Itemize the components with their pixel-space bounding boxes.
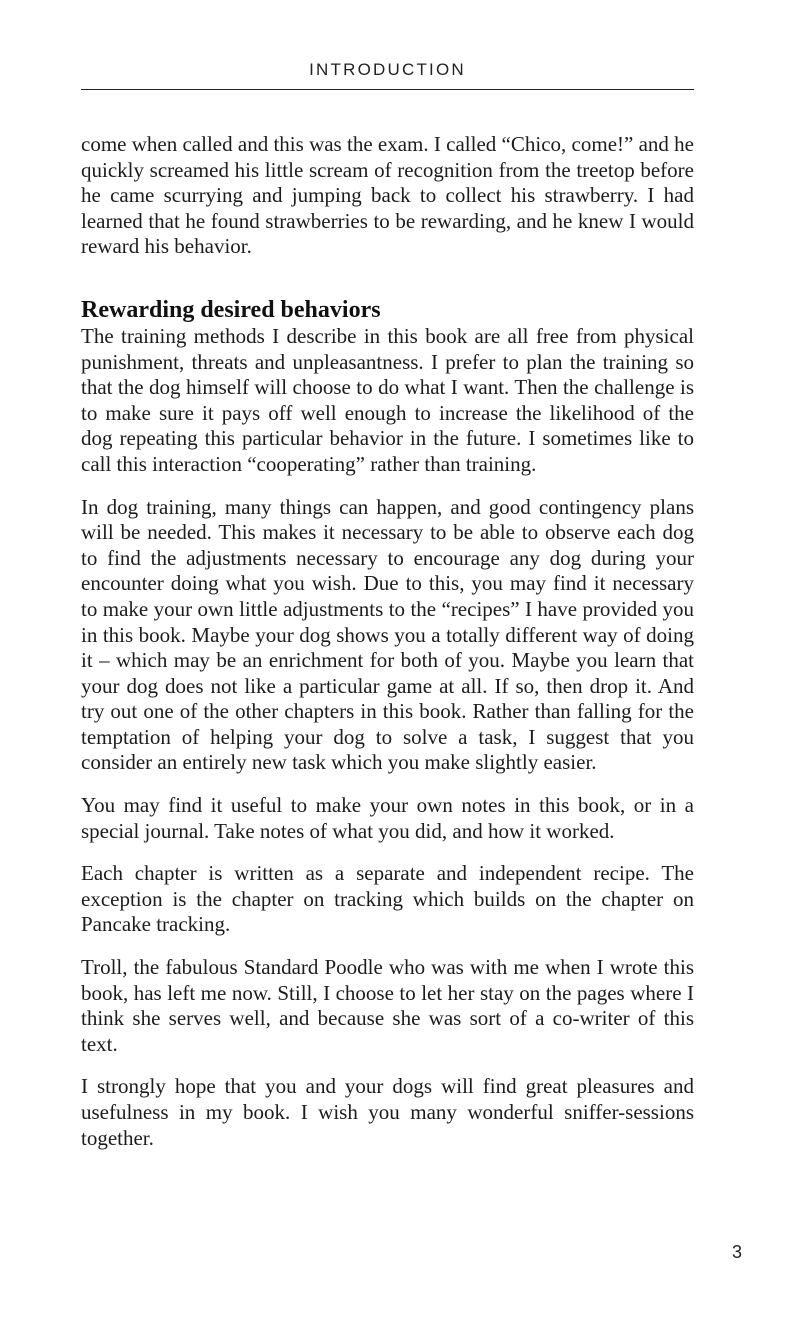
page-number: 3 <box>731 1242 742 1262</box>
body-text <box>81 132 694 1168</box>
paragraph-5: Troll, the fabulous Standard Poodle who was with me when I wrote this book, has left me now. Still, I choose to let her stay on the pages where I think she serves well, and because she was sort of a co-writer of this text. <box>81 955 694 1056</box>
paragraph-2: In dog training, many things can happen, and good contingency plans will be needed. This makes it necessary to be able to observe each dog to find the adjustments necessary to encourage any dog during your encounter doing what you wish. Due to this, you may find it necessary to make your own little adjustments to the “recipes” I have provided you in this book. Maybe your dog shows you a totally different way of doing it – which may be an enrichment for both of you. Maybe you learn that your dog does not like a particular game at all. If so, then drop it. And try out one of the other chapters in this book. Rather than falling for the temptation of helping your dog to solve a task, I suggest that you consider an entirely new task which you make slightly easier. <box>81 494 694 775</box>
header-rule <box>81 89 694 90</box>
section-heading: Rewarding desired behaviors <box>81 296 381 323</box>
paragraph-6: I strongly hope that you and your dogs will find great pleasures and usefulness in my book. I wish you many wonderful sniffer-sessions together. <box>81 1074 694 1150</box>
paragraph-4: Each chapter is written as a separate and independent recipe. The exception is the chapter on tracking which builds on the chapter on Pancake tracking. <box>81 861 694 937</box>
paragraph-1: The training methods I describe in this book are all free from physical punishment, threats and unpleasantness. I prefer to plan the training so that the dog himself will choose to do what I want. Then the challenge is to make sure it pays off well enough to increase the likelihood of the dog repeating this particular behavior in the future. I sometimes like to call this interaction “cooperating” rather than training. <box>81 323 694 476</box>
opening-paragraph: come when called and this was the exam. I called “Chico, come!” and he quickly screamed his little scream of recognition from the treetop before he came scurrying and jumping back to collect his strawberry. I had learned that he found strawberries to be rewarding, and he knew I would reward his behavior. <box>81 132 694 259</box>
running-head: INTRODUCTION <box>309 60 466 79</box>
paragraph-3: You may find it useful to make your own notes in this book, or in a special journal. Take notes of what you did, and how it worked. <box>81 793 694 843</box>
